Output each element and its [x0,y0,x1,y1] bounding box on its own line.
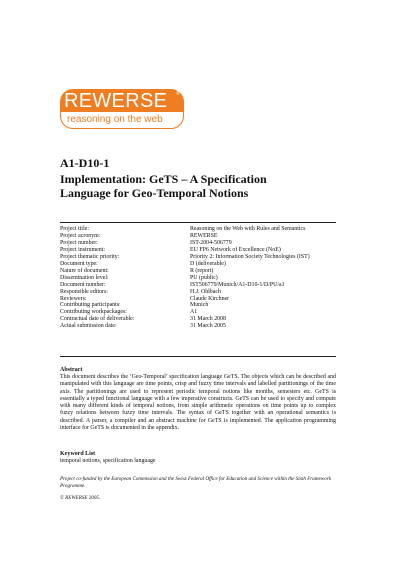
copyright-note: © REWERSE 2005. [60,495,101,501]
metadata-value: PU (public) [190,274,218,281]
metadata-row [60,247,340,254]
metadata-row [60,316,340,323]
abstract-text: This document describes the ‘Geo-Temporal’ specification language GeTS. The objects which can be described and manipulated with this language are time points, crisp and fuzzy time intervals and labelled partitionings of the time axis. The partitionings are used to represent periodic temporal notions like months, semesters etc. GeTS is essentially a typed functional language with a few imperative constructs. GeTS can be used to specify and compute with many different kinds of temporal notions, from simple arithmetic operations on time points up to complex fuzzy relations between fuzzy time intervals. The syntax of GeTS together with an operational semantics is described. A parser, a compiler and an abstract machine for GeTS is implemented. The application programming interface for GeTS is documented in the appendix. [60,374,336,432]
logo-tagline: reasoning on the web [67,114,163,125]
metadata-row [60,226,340,233]
metadata-value: H.J. Ohlbach [190,288,221,295]
metadata-label: Dissemination level: [60,274,109,281]
metadata-table [60,226,340,330]
metadata-value: IST506779/Munich/A1-D10-1/D/PU/a1 [190,281,285,288]
metadata-row [60,302,340,309]
metadata-label: Project number: [60,239,98,246]
metadata-row [60,296,340,303]
metadata-value: EU FP6 Network of Excellence (NoE) [190,246,281,253]
document-id: A1-D10-1 [60,156,110,170]
metadata-value: Claude Kirchner [190,295,230,302]
metadata-label: Project acronym: [60,232,101,239]
metadata-label: Contractual date of deliverable: [60,316,135,323]
metadata-value: A1 [190,309,198,316]
metadata-label: Responsible editors: [60,288,108,295]
metadata-label: Contributing workpackages: [60,309,127,316]
metadata-label: Project thematic priority: [60,253,120,260]
metadata-row [60,323,340,330]
abstract-heading: Abstract [60,367,83,373]
metadata-label: Project title: [60,226,89,232]
metadata-value: 31 March 2005 [190,323,226,330]
metadata-row [60,240,340,247]
metadata-value: Munich [190,302,209,309]
logo-tagline-band [60,112,184,129]
bottom-divider [60,356,336,357]
metadata-label: Project instrument: [60,246,105,253]
metadata-label: Contributing participants: [60,302,121,309]
logo-registered-mark: ® [176,91,180,97]
metadata-row [60,275,340,282]
document-title: Implementation: GeTS – A Specification Language for Geo-Temporal Notions [60,172,267,200]
top-divider [60,222,336,223]
funding-note: Project co-funded by the European Commission and the Swiss Federal Office for Education and Science within the Sixth Framework Programme. [60,476,331,489]
metadata-row [60,289,340,296]
metadata-value: IST-2004-506779 [190,239,232,246]
keyword-heading: Keyword List [60,451,96,457]
metadata-row [60,282,340,289]
metadata-label: Document number: [60,281,106,288]
metadata-value: R (report) [190,267,214,274]
metadata-label: Actual submission date: [60,323,117,330]
metadata-row [60,233,340,240]
metadata-value: 31 March 2008 [190,316,226,323]
metadata-row [60,261,340,268]
keyword-list: temporal notions, specification language [60,458,156,464]
metadata-value: Priority 2: Information Society Technologies (IST) [190,253,310,260]
metadata-label: Document type: [60,260,98,267]
metadata-value: D (deliverable) [190,260,226,267]
metadata-value: REWERSE [190,232,218,239]
rewerse-logo [60,89,184,129]
metadata-row [60,268,340,275]
metadata-label: Nature of document: [60,267,109,274]
metadata-label: Reviewers: [60,295,87,302]
metadata-value: Reasoning on the Web with Rules and Semantics [190,226,306,232]
metadata-row [60,254,340,261]
logo-wordmark: REWERSE [64,90,168,112]
